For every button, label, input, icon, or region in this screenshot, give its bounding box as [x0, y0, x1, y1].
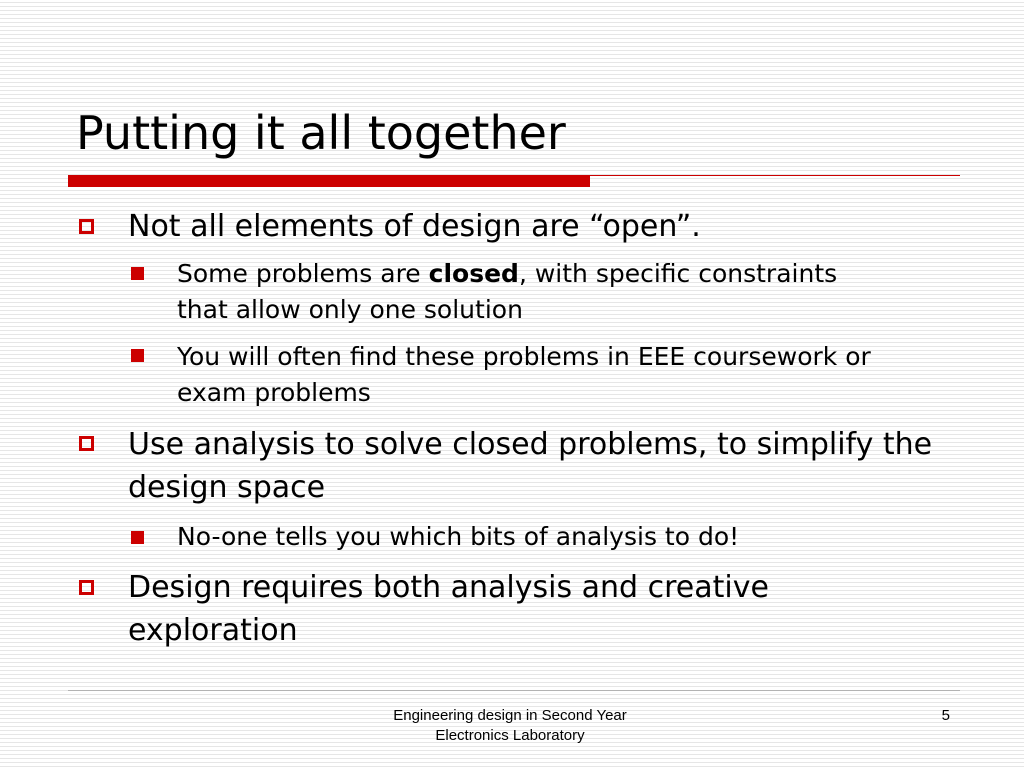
bullet-level2: [177, 256, 877, 328]
bullet-level2: No-one tells you which bits of analysis to do!: [177, 522, 740, 551]
hollow-square-bullet-icon: [79, 580, 94, 595]
slide-title: Putting it all together: [76, 106, 566, 160]
bullet-text: , with specific constraints that allow only one solution: [177, 259, 838, 324]
hollow-square-bullet-icon: [79, 219, 94, 234]
footer-line-2: Electronics Laboratory: [435, 727, 585, 744]
filled-square-bullet-icon: [131, 531, 144, 544]
footer-caption: [340, 706, 680, 746]
bullet-bold-text: closed: [428, 259, 519, 288]
bullet-level1: Use analysis to solve closed problems, to simplify the design space: [128, 427, 933, 505]
bullet-text: Some problems are: [177, 259, 429, 288]
hollow-square-bullet-icon: [79, 436, 94, 451]
footer-line-1: Engineering design in Second Year: [393, 707, 627, 724]
bullet-level2: You will often find these problems in EEE coursework or exam problems: [177, 342, 871, 407]
bullet-level1: Not all elements of design are “open”.: [128, 209, 701, 244]
filled-square-bullet-icon: [131, 349, 144, 362]
filled-square-bullet-icon: [131, 267, 144, 280]
bullet-level1: Design requires both analysis and creative exploration: [128, 570, 769, 648]
footer-divider: [68, 690, 960, 691]
page-number: 5: [941, 707, 950, 724]
